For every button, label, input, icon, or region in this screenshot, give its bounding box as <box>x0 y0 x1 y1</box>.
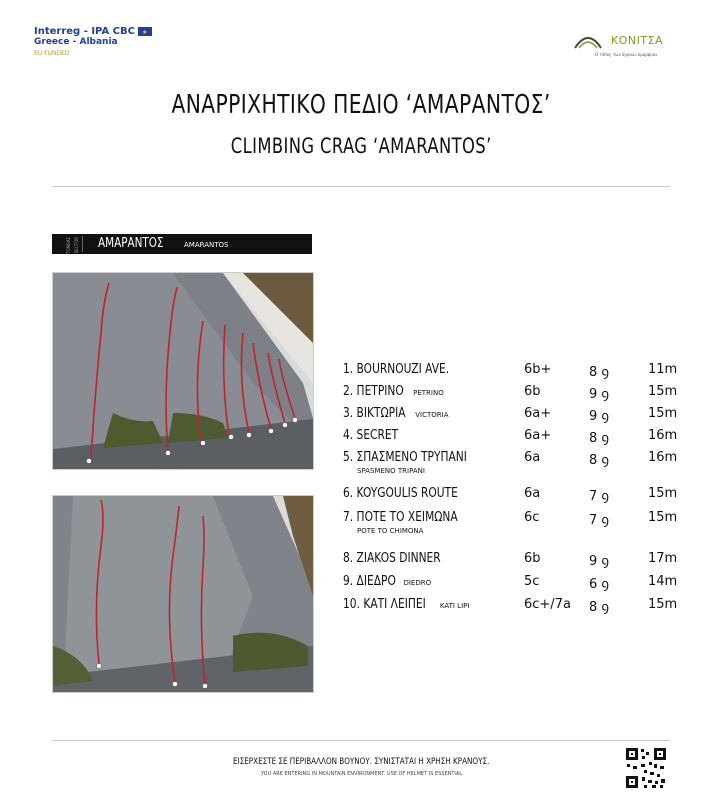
page-title-english: CLIMBING CRAG ‘AMARANTOS’ <box>231 134 492 158</box>
route-bolts: 8 ꝯ <box>589 453 610 468</box>
konitsa-name: ΚΟΝΙΤΣΑ <box>611 34 664 47</box>
footer-warning-greek: ΕΙΣΕΡΧΕΣΤΕ ΣΕ ΠΕΡΙΒΑΛΛΟΝ ΒΟΥΝΟΥ. ΣΥΝΙΣΤΑΤΑΙ Η ΧΡΗΣΗ ΚΡΑΝΟΥΣ. <box>233 757 490 767</box>
route-bolts: 8 ꝯ <box>589 431 610 446</box>
route-grade: 6a+ <box>524 406 552 421</box>
route-name: 5. ΣΠΑΣΜΕΝΟ ΤΡΥΠΑΝΙ <box>343 450 467 465</box>
route-grade: 6c <box>524 510 540 525</box>
route-length: 15m <box>648 486 678 501</box>
route-grade: 6a <box>524 486 541 501</box>
route-grade: 6b+ <box>524 362 552 377</box>
konitsa-logo <box>573 30 693 60</box>
route-bolts: 8 ꝯ <box>589 365 610 380</box>
route-latin-name: DIEDRO <box>403 579 432 587</box>
sector-name-en: AMARANTOS <box>184 241 229 249</box>
interreg-funded: EU FUNDED <box>34 50 70 57</box>
route-bolts: 9 ꝯ <box>589 554 610 569</box>
route-bolts: 8 ꝯ <box>589 600 610 615</box>
route-name: 8. ZIAKOS DINNER <box>343 551 441 566</box>
route-name: 6. KOYGOULIS ROUTE <box>343 486 458 501</box>
route-grade: 6a <box>524 450 541 465</box>
route-length: 15m <box>648 510 678 525</box>
route-latin-name: KATI LIPI <box>439 602 470 610</box>
footer-warning-english: YOU ARE ENTERING IN MOUNTAIN ENVIRONMENT. USE OF HELMET IS ESSENTIAL <box>260 771 463 777</box>
route-length: 16m <box>648 450 678 465</box>
route-bolts: 7 ꝯ <box>589 513 610 528</box>
route-bolts: 9 ꝯ <box>589 387 610 402</box>
sector-header <box>52 234 312 254</box>
qr-code-icon[interactable] <box>624 746 668 790</box>
route-name: 9. ΔΙΕΔΡΟ DIEDRO <box>343 574 432 589</box>
crag-photo-top <box>52 272 314 470</box>
route-bolts: 9 ꝯ <box>589 409 610 424</box>
eu-flag-icon <box>138 27 152 36</box>
route-grade: 6c+/7a <box>524 597 571 612</box>
route-grade: 6b <box>524 384 541 399</box>
route-grade: 6b <box>524 551 541 566</box>
route-name: 7. ΠΟΤΕ ΤΟ ΧΕΙΜΩΝΑ <box>343 510 458 525</box>
route-length: 17m <box>648 551 678 566</box>
route-name: 10. ΚΑΤΙ ΛΕΙΠΕΙ KATI LIPI <box>343 597 470 612</box>
route-length: 14m <box>648 574 678 589</box>
page-title-greek: ΑΝΑΡΡΙΧΗΤΙΚΟ ΠΕΔΙΟ ‘ΑΜΑΡΑΝΤΟΣ’ <box>171 90 552 120</box>
interreg-title: Interreg - IPA CBC <box>34 26 135 37</box>
crag-photo-bottom <box>52 495 314 693</box>
route-grade: 6a+ <box>524 428 552 443</box>
route-latin-name: SPASMENO TRIPANI <box>357 467 425 475</box>
route-length: 15m <box>648 406 678 421</box>
route-name: 4. SECRET <box>343 428 399 443</box>
sector-divider <box>82 236 83 252</box>
route-length: 15m <box>648 384 678 399</box>
route-bolts: 6 ꝯ <box>589 577 610 592</box>
route-latin-name: PETRINO <box>413 389 444 397</box>
interreg-logo <box>34 26 152 59</box>
route-length: 11m <box>648 362 678 377</box>
route-bolts: 7 ꝯ <box>589 489 610 504</box>
sector-name-gr: ΑΜΑΡΑΝΤΟΣ <box>98 236 164 251</box>
route-latin-name: POTE TO CHIMONA <box>357 527 424 535</box>
divider-top <box>52 186 670 187</box>
route-length: 15m <box>648 597 678 612</box>
route-name: 2. ΠΕΤΡΙΝΟ PETRINO <box>343 384 444 399</box>
sector-label-en: SECTOR <box>74 237 79 254</box>
route-name: 3. ΒΙΚΤΩΡΙΑ VICTORIA <box>343 406 449 421</box>
interreg-countries: Greece - Albania <box>34 37 118 47</box>
route-length: 16m <box>648 428 678 443</box>
konitsa-bridge-icon <box>573 32 603 50</box>
route-name: 1. BOURNOUZI AVE. <box>343 362 450 377</box>
route-grade: 5c <box>524 574 540 589</box>
sector-label-gr: ΤΟΜΕΑΣ <box>66 237 71 254</box>
route-latin-name: VICTORIA <box>415 411 449 419</box>
konitsa-tagline: Ο τόπος των άγριων ομορφιών <box>595 52 658 57</box>
divider-bottom <box>52 740 670 741</box>
